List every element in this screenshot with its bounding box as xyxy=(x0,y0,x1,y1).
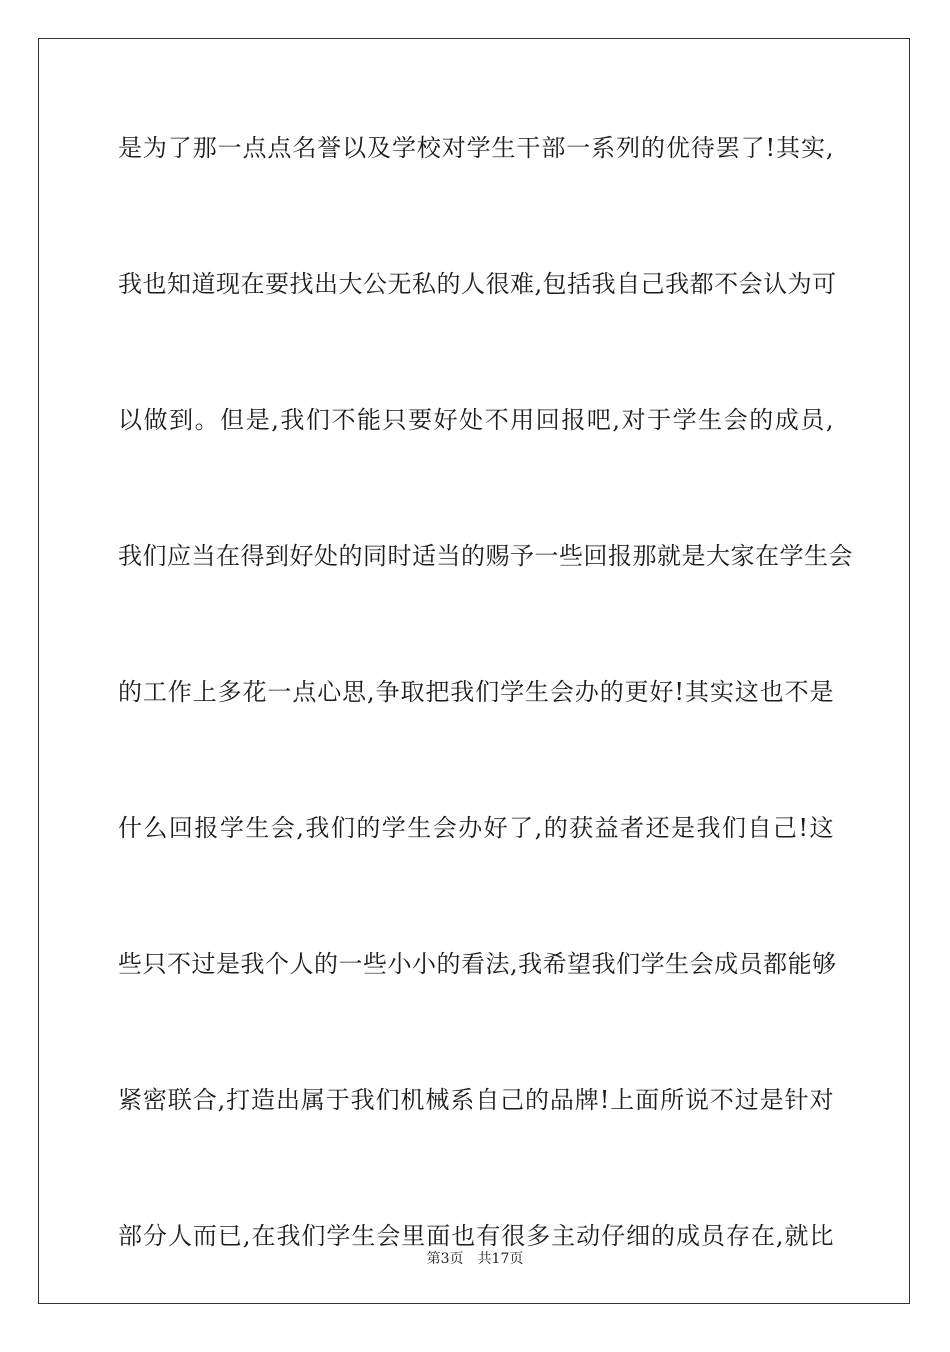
text-line: 些只不过是我个人的一些小小的看法,我希望我们学生会成员都能够 xyxy=(118,950,837,978)
page-footer xyxy=(0,1248,950,1268)
text-line: 什么回报学生会,我们的学生会办好了,的获益者还是我们自己!这 xyxy=(118,814,834,842)
text-line: 是为了那一点点名誉以及学校对学生干部一系列的优待罢了!其实, xyxy=(118,134,834,162)
document-body xyxy=(118,128,853,1352)
text-line: 紧密联合,打造出属于我们机械系自己的品牌!上面所说不过是针对 xyxy=(118,1086,834,1114)
text-line: 以做到。但是,我们不能只要好处不用回报吧,对于学生会的成员, xyxy=(118,406,834,434)
text-line: 部分人而已,在我们学生会里面也有很多主动仔细的成员存在,就比 xyxy=(118,1222,834,1250)
text-line: 的工作上多花一点心思,争取把我们学生会办的更好!其实这也不是 xyxy=(118,678,834,706)
text-line: 我也知道现在要找出大公无私的人很难,包括我自己我都不会认为可 xyxy=(118,270,837,298)
text-line: 我们应当在得到好处的同时适当的赐予一些回报那就是大家在学生会 xyxy=(118,542,853,570)
current-page-number: 第3页 xyxy=(426,1251,464,1267)
total-page-count: 共17页 xyxy=(477,1251,524,1267)
